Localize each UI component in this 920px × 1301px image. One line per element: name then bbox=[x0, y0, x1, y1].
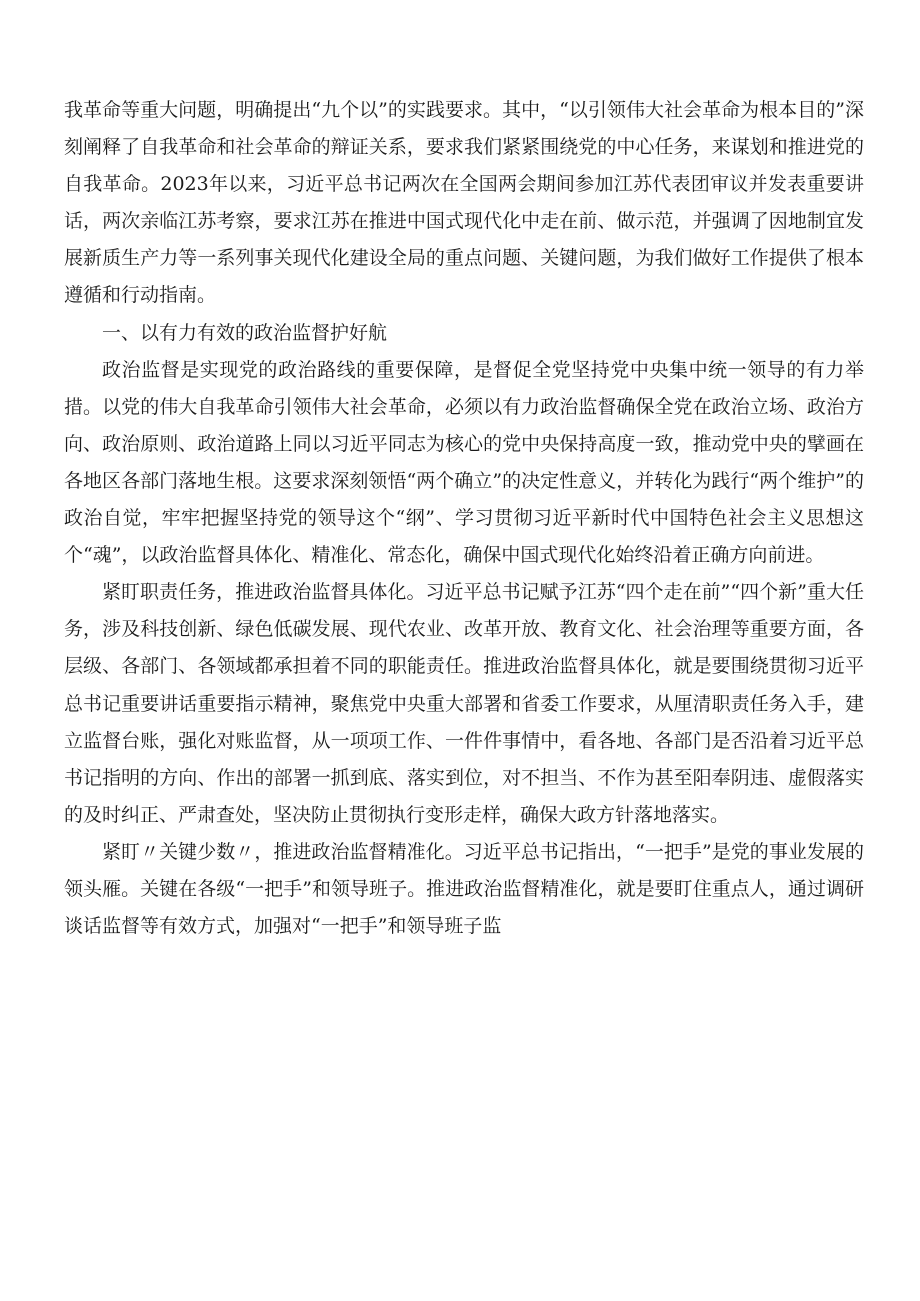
paragraph-political-supervision: 政治监督是实现党的政治路线的重要保障，是督促全党坚持党中央集中统一领导的有力举措。以党的伟大自我革命引领伟大社会革命，必须以有力政治监督确保全党在政治立场、政治方向、政治原则、政治道路上同以习近平同志为核心的党中央保持高度一致，推动党中央的擘画在各地区各部门落地生根。这要求深刻领悟“两个确立”的决定性意义，并转化为践行“两个维护”的政治自觉，牢牢把握坚持党的领导这个“纲”、学习贯彻习近平新时代中国特色社会主义思想这个“魂”，以政治监督具体化、精准化、常态化，确保中国式现代化始终沿着正确方向前进。 bbox=[64, 358, 864, 567]
section-heading-1: 一、以有力有效的政治监督护好航 bbox=[102, 321, 388, 344]
paragraph-key-minority: 紧盯〃关键少数〃，推进政治监督精准化。习近平总书记指出，“一把手”是党的事业发展的领头雁。关键在各级“一把手”和领导班子。推进政治监督精准化，就是要盯住重点人，通过调研谈话监督等有效方式，加强对“一把手”和领导班子监 bbox=[64, 840, 864, 938]
document-body bbox=[64, 92, 864, 945]
paragraph-duties-tasks: 紧盯职责任务，推进政治监督具体化。习近平总书记赋予江苏“四个走在前”“四个新”重大任务，涉及科技创新、绿色低碳发展、现代农业、改革开放、教育文化、社会治理等重要方面，各层级、各部门、各领域都承担着不同的职能责任。推进政治监督具体化，就是要围绕贯彻习近平总书记重要讲话重要指示精神，聚焦党中央重大部署和省委工作要求，从厘清职责任务入手，建立监督台账，强化对账监督，从一项项工作、一件件事情中，看各地、各部门是否沿着习近平总书记指明的方向、作出的部署一抓到底、落实到位，对不担当、不作为甚至阳奉阴违、虚假落实的及时纠正、严肃查处，坚决防止贯彻执行变形走样，确保大政方针落地落实。 bbox=[64, 581, 864, 826]
paragraph-intro: 我革命等重大问题，明确提出“九个以”的实践要求。其中，“以引领伟大社会革命为根本目的”深刻阐释了自我革命和社会革命的辩证关系，要求我们紧紧围绕党的中心任务，来谋划和推进党的自我革命。2023年以来，习近平总书记两次在全国两会期间参加江苏代表团审议并发表重要讲话，两次亲临江苏考察，要求江苏在推进中国式现代化中走在前、做示范，并强调了因地制宜发展新质生产力等一系列事关现代化建设全局的重点问题、关键问题，为我们做好工作提供了根本遵循和行动指南。 bbox=[64, 99, 864, 307]
